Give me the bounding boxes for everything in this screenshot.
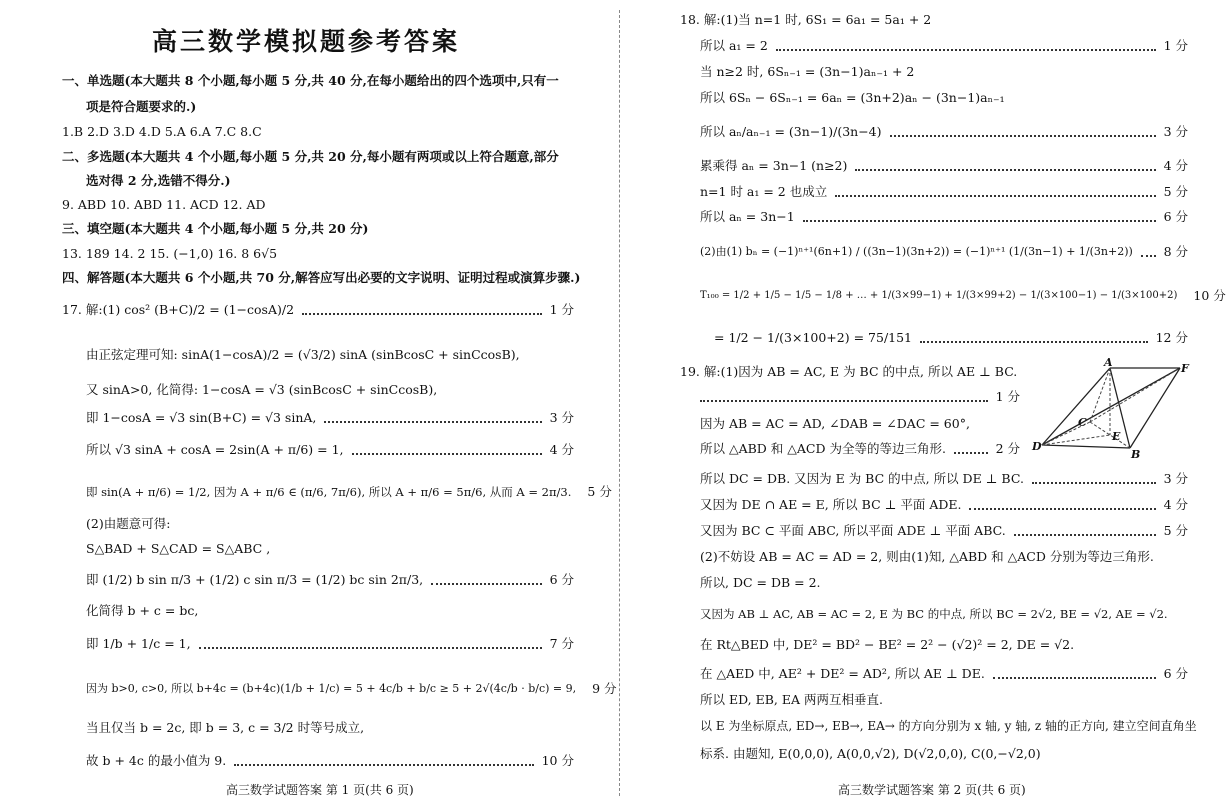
q18-step-11: = 1/2 − 1/(3×100+2) = 75/151 12 分 [714,330,1188,345]
label-f: F [1181,362,1189,375]
q19-step-6: 又因为 DE ∩ AE = E, 所以 BC ⊥ 平面 ADE. 4 分 [700,497,1188,512]
page-title: 高三数学模拟题参考答案 [151,27,460,56]
q19-step-5: 所以 DC = DB. 又因为 E 为 BC 的中点, 所以 DE ⊥ BC. 3 分 [700,471,1188,486]
q18-step-9: (2)由(1) bₙ = (−1)ⁿ⁺¹(6n+1) / ((3n−1)(3n+2)) = (−1)ⁿ⁺¹ (1/(3n−1) + 1/(3n+2)) 8 分 [700,244,1188,259]
section3-heading: 三、填空题(本大题共 4 个小题,每小题 5 分,共 20 分) [62,221,369,236]
label-e: E [1112,430,1121,443]
section1-answers: 1.B 2.D 3.D 4.D 5.A 6.A 7.C 8.C [62,124,262,139]
q19-step-7: 又因为 BC ⊂ 平面 ABC, 所以平面 ADE ⊥ 平面 ABC. 5 分 [700,523,1188,538]
q18-step-1: 18. 解:(1)当 n=1 时, 6S₁ = 6a₁ = 5a₁ + 2 [680,12,932,27]
q19-step-14: 以 E 为坐标原点, ED→, EB→, EA→ 的方向分别为 x 轴, y 轴, z 轴的正方向, 建立空间直角坐 [700,719,1197,733]
label-a: A [1104,356,1113,369]
q17-step-11: 因为 b>0, c>0, 所以 b+4c = (b+4c)(1/b + 1/c) = 5 + 4c/b + b/c ≥ 5 + 2√(4c/b · b/c) = 9, 9 分 [86,681,617,696]
section2-heading-cont: 选对得 2 分,选错不得分.) [86,173,231,188]
section1-heading: 一、单选题(本大题共 8 个小题,每小题 5 分,共 40 分,在每小题给出的四个选项中,只有一 [62,73,559,88]
q17-step-9: 化简得 b + c = bc, [86,603,199,618]
q18-step-5: 所以 aₙ/aₙ₋₁ = (3n−1)/(3n−4) 3 分 [700,124,1188,139]
q17-part2: (2)由题意可得: [86,516,171,531]
right-footer: 高三数学试题答案 第 2 页(共 6 页) [838,783,1026,797]
edge-df [1042,368,1180,445]
q19-step-10: 又因为 AB ⊥ AC, AB = AC = 2, E 为 BC 的中点, 所以 BC = 2√2, BE = √2, AE = √2. [700,607,1168,621]
edge-db [1042,445,1130,448]
label-b: B [1131,448,1141,461]
q19-step-9: 所以, DC = DB = 2. [700,575,821,590]
q19-step-1: 19. 解:(1)因为 AB = AC, E 为 BC 的中点, 所以 AE ⊥ BC. [680,364,1018,379]
section3-answers: 13. 189 14. 2 15. (−1,0) 16. 8 6√5 [62,246,278,261]
q19-step-15: 标系. 由题知, E(0,0,0), A(0,0,√2), D(√2,0,0), C(0,−√2,0) [700,746,1041,761]
q17-step-3: 又 sinA>0, 化简得: 1−cosA = √3 (sinBcosC + sinCcosB), [86,382,438,397]
q19-step-4: 所以 △ABD 和 △ACD 为全等的等边三角形. 2 分 [700,441,1020,456]
q17-step-2: 由正弦定理可知: sinA(1−cosA)/2 = (√3/2) sinA (sinBcosC + sinCcosB), [86,347,520,362]
edge-fb [1130,368,1180,448]
edge-ac [1090,368,1110,422]
section1-heading-cont: 项是符合题要求的.) [86,99,197,114]
q17-step-5: 所以 √3 sinA + cosA = 2sin(A + π/6) = 1, 4 分 [86,442,574,457]
q17-step-12: 当且仅当 b = 2c, 即 b = 3, c = 3/2 时等号成立, [86,720,365,735]
edge-ad [1042,368,1110,445]
q19-step-11: 在 Rt△BED 中, DE² = BD² − BE² = 2² − (√2)² = 2, DE = √2. [700,637,1075,652]
q19-step-2: 1 分 [700,389,1020,405]
section2-answers: 9. ABD 10. ABD 11. ACD 12. AD [62,197,266,212]
q17-step-6: 即 sin(A + π/6) = 1/2, 因为 A + π/6 ∈ (π/6, 7π/6), 所以 A + π/6 = 5π/6, 从而 A = 2π/3. 5 分 [86,484,612,499]
q19-step-3: 因为 AB = AC = AD, ∠DAB = ∠DAC = 60°, [700,416,970,431]
q19-step-8: (2)不妨设 AB = AC = AD = 2, 则由(1)知, △ABD 和 △ACD 分别为等边三角形. [700,549,1154,564]
q19-step-12: 在 △AED 中, AE² + DE² = AD², 所以 AE ⊥ DE. 6 分 [700,666,1188,681]
section4-heading: 四、解答题(本大题共 6 个小题,共 70 分,解答应写出必要的文字说明、证明过程或演算步骤.) [62,270,581,285]
left-footer: 高三数学试题答案 第 1 页(共 6 页) [226,783,414,797]
q17-step-1: 17. 解:(1) cos² (B+C)/2 = (1−cosA)/2 1 分 [62,302,574,317]
section2-heading: 二、多选题(本大题共 4 个小题,每小题 5 分,共 20 分,每小题有两项或以上符合题意,部分 [62,149,559,164]
q17-step-13: 故 b + 4c 的最小值为 9. 10 分 [86,753,574,768]
q17-step-4: 即 1−cosA = √3 sin(B+C) = √3 sinA, 3 分 [86,410,574,425]
q18-step-8: 所以 aₙ = 3n−1 6 分 [700,209,1188,224]
q19-step-13: 所以 ED, EB, EA 两两互相垂直. [700,692,883,707]
q18-step-2: 所以 a₁ = 2 1 分 [700,38,1188,53]
q18-step-3: 当 n≥2 时, 6Sₙ₋₁ = (3n−1)aₙ₋₁ + 2 [700,64,915,79]
q17-step-10: 即 1/b + 1/c = 1, 7 分 [86,636,574,651]
label-d: D [1032,440,1042,453]
q18-step-10: T₁₀₀ = 1/2 + 1/5 − 1/5 − 1/8 + … + 1/(3×99−1) + 1/(3×99+2) − 1/(3×100−1) − 1/(3×100+2) 10 分 [700,288,1226,303]
q17-step-7: S△BAD + S△CAD = S△ABC , [86,541,271,556]
label-c: C [1078,416,1087,429]
q18-step-6: 累乘得 aₙ = 3n−1 (n≥2) 4 分 [700,158,1188,173]
q18-step-4: 所以 6Sₙ − 6Sₙ₋₁ = 6aₙ = (3n+2)aₙ − (3n−1)aₙ₋₁ [700,90,1005,105]
q17-step-8: 即 (1/2) b sin π/3 + (1/2) c sin π/3 = (1/2) bc sin 2π/3, 6 分 [86,572,574,587]
tetrahedron-figure [1030,356,1190,461]
q18-step-7: n=1 时 a₁ = 2 也成立 5 分 [700,184,1188,199]
